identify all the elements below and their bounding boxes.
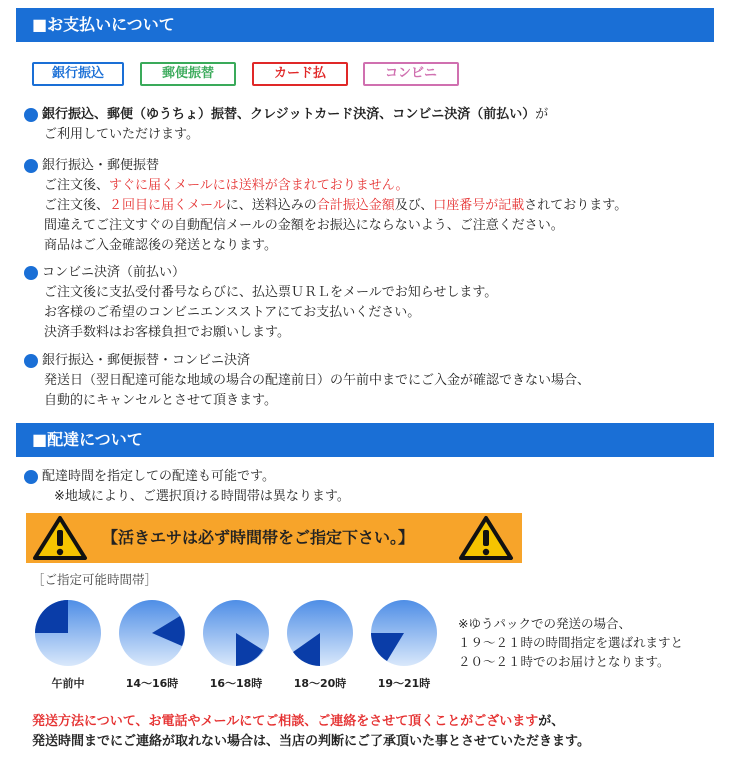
slot-label-18-20: 18～20時: [293, 677, 347, 690]
payment-methods-tail: が: [535, 107, 549, 122]
slot-18-20-clock-icon: [287, 600, 353, 666]
bank-postal-l2a: ご注文後、: [44, 198, 110, 213]
slot-morning-clock-icon: [35, 600, 101, 666]
bullet-icon: [24, 266, 38, 280]
slot-label-morning: 午前中: [51, 677, 85, 690]
convenience-l3: 決済手数料はお客様負担でお願いします。: [44, 325, 290, 340]
bank-postal-l2g: されております。: [524, 198, 628, 213]
shipping-contact-l2: 発送時間までにご連絡が取れない場合は、当店の判断にご了承頂いた事とさせていただきます。: [32, 734, 590, 749]
slot-16-18-clock-icon: [203, 600, 269, 666]
delivery-time-l1: 配達時間を指定しての配達も可能です。: [42, 469, 275, 484]
yupack-note: [458, 614, 683, 671]
tag-card-payment: カード払: [252, 62, 348, 86]
delivery-time-l2: ※地域により、ご選択頂ける時間帯は異なります。: [54, 489, 350, 504]
cancel-policy-l2: 自動的にキャンセルとさせて頂きます。: [44, 393, 277, 408]
bank-postal-l2e: 及び、: [394, 198, 434, 213]
shipping-contact-note: [32, 712, 590, 752]
payment-methods-bullet: [26, 105, 548, 145]
tag-postal-transfer: 郵便振替: [140, 62, 236, 86]
bullet-icon: [24, 354, 38, 368]
convenience-bullet: [26, 263, 497, 343]
bullet-icon: [24, 470, 38, 484]
shipping-contact-l1b: が、: [538, 714, 565, 729]
cancel-policy-title: 銀行振込・郵便振替・コンビニ決済: [42, 353, 251, 368]
bank-postal-l4: 商品はご入金確認後の発送となります。: [44, 238, 277, 253]
yupack-note-l1: ※ゆうパックでの発送の場合、: [458, 616, 631, 631]
bank-postal-bullet: [26, 156, 627, 256]
delivery-time-bullet: [26, 467, 350, 507]
bank-postal-title: 銀行振込・郵便振替: [42, 158, 160, 173]
bank-postal-l2d: 合計振込金額: [316, 198, 395, 213]
slot-label-14-16: 14～16時: [125, 677, 179, 690]
yupack-note-l2: １９～２１時の時間指定を選ばれますと: [458, 635, 684, 650]
warning-icon: [458, 515, 514, 561]
cancel-policy-bullet: [26, 351, 590, 411]
bullet-icon: [24, 108, 38, 122]
warning-icon: [32, 515, 88, 561]
yupack-note-l3: ２０～２１時でのお届けとなります。: [458, 654, 670, 669]
convenience-l2: お客様のご希望のコンビニエンスストアにてお支払いください。: [44, 305, 421, 320]
slot-19-21-clock-icon: [371, 600, 437, 666]
bank-postal-l2b: ２回目に届くメール: [109, 198, 226, 213]
tag-convenience-store: コンビニ: [363, 62, 459, 86]
payment-methods-text: 銀行振込、郵便（ゆうちょ）振替、クレジットカード決済、コンビニ決済（前払い）: [42, 107, 536, 122]
convenience-l1: ご注文後に支払受付番号ならびに、払込票ＵＲＬをメールでお知らせします。: [44, 285, 498, 300]
live-bait-warning-banner: [26, 513, 522, 563]
bank-postal-l3: 間違えてご注文すぐの自動配信メールの金額をお振込にならないよう、ご注意ください。: [44, 218, 564, 233]
shipping-contact-l1a: 発送方法について、お電話やメールにてご相談、ご連絡をさせて頂くことがございます: [32, 714, 539, 729]
slot-label-16-18: 16～18時: [209, 677, 263, 690]
slot-label-19-21: 19～21時: [377, 677, 431, 690]
cancel-policy-l1: 発送日（翌日配達可能な地域の場合の配達前日）の午前中までにご入金が確認できない場合、: [44, 373, 591, 388]
bank-postal-l1a: ご注文後、: [44, 178, 110, 193]
time-slots-caption: ［ご指定可能時間帯］: [32, 572, 158, 587]
convenience-title: コンビニ決済（前払い）: [42, 265, 186, 280]
bank-postal-l2c: に、送料込みの: [225, 198, 317, 213]
warning-text: 【活きエサは必ず時間帯をご指定下さい。】: [102, 528, 415, 547]
payment-section-header: ■お支払いについて: [16, 8, 714, 42]
delivery-section-header: ■配達について: [16, 423, 714, 457]
bullet-icon: [24, 159, 38, 173]
bank-postal-l1b: すぐに届くメールには送料が含まれておりません。: [109, 178, 409, 193]
tag-bank-transfer: 銀行振込: [32, 62, 124, 86]
bank-postal-l2f: 口座番号が記載: [433, 198, 525, 213]
slot-14-16-clock-icon: [119, 600, 185, 666]
payment-methods-line2: ご利用していただけます。: [44, 127, 199, 142]
